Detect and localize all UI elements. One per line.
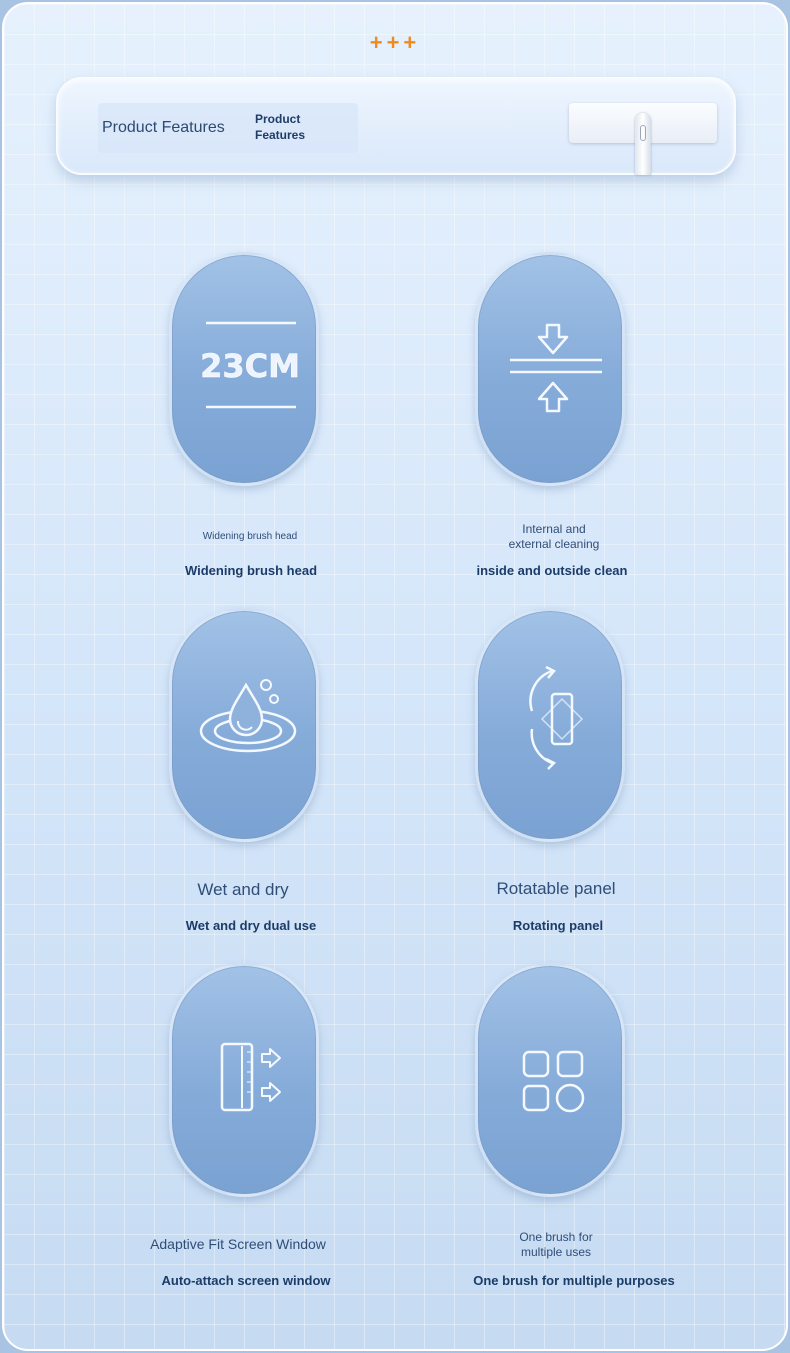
- feature-card-rotating: [475, 608, 625, 842]
- feature-card-inside-outside: [475, 252, 625, 486]
- mop-handle: [635, 113, 651, 175]
- caption-line-2: multiple uses: [520, 1245, 592, 1259]
- caption-window: Adaptive Fit Screen Window: [150, 1236, 326, 1252]
- header-subtitle: Product Features: [255, 112, 306, 142]
- label-window: Auto-attach screen window: [161, 1273, 331, 1288]
- caption-rotating: Rotatable panel: [496, 879, 616, 898]
- label-wet-dry: Wet and dry dual use: [185, 918, 317, 933]
- feature-card-wet-dry: [169, 608, 319, 842]
- label-brush-width: Widening brush head: [184, 563, 318, 578]
- feature-card-window: [169, 963, 319, 1197]
- label-multi-purpose: One brush for multiple purposes: [473, 1273, 675, 1288]
- caption-line-2: external cleaning: [508, 537, 600, 551]
- caption-line-1: Internal and: [522, 522, 586, 536]
- header-card: [56, 77, 736, 175]
- label-rotating: Rotating panel: [512, 918, 604, 933]
- label-inside-outside: inside and outside clean: [476, 563, 628, 578]
- plus-marks: +++: [369, 30, 421, 55]
- caption-line-1: One brush for: [519, 1230, 593, 1244]
- caption-inside-outside: [434, 522, 674, 552]
- multi-grid-icon: [478, 966, 628, 1200]
- press-arrows-icon: [478, 255, 628, 489]
- water-drop-icon: [172, 611, 322, 845]
- page-frame: [2, 2, 788, 1351]
- feature-card-brush-width: [169, 252, 319, 486]
- rotate-panel-icon: [478, 611, 628, 845]
- header-title: Product Features: [102, 119, 225, 136]
- caption-brush-width: Widening brush head: [202, 531, 298, 542]
- window-fit-icon: [172, 966, 322, 1200]
- caption-wet-dry: Wet and dry: [197, 880, 289, 899]
- feature-card-multi-purpose: [475, 963, 625, 1197]
- caption-multi-purpose: [436, 1230, 676, 1260]
- ruler-23cm-icon: [172, 255, 322, 489]
- size-label: 23CM: [200, 347, 300, 385]
- mop-button: [640, 125, 646, 141]
